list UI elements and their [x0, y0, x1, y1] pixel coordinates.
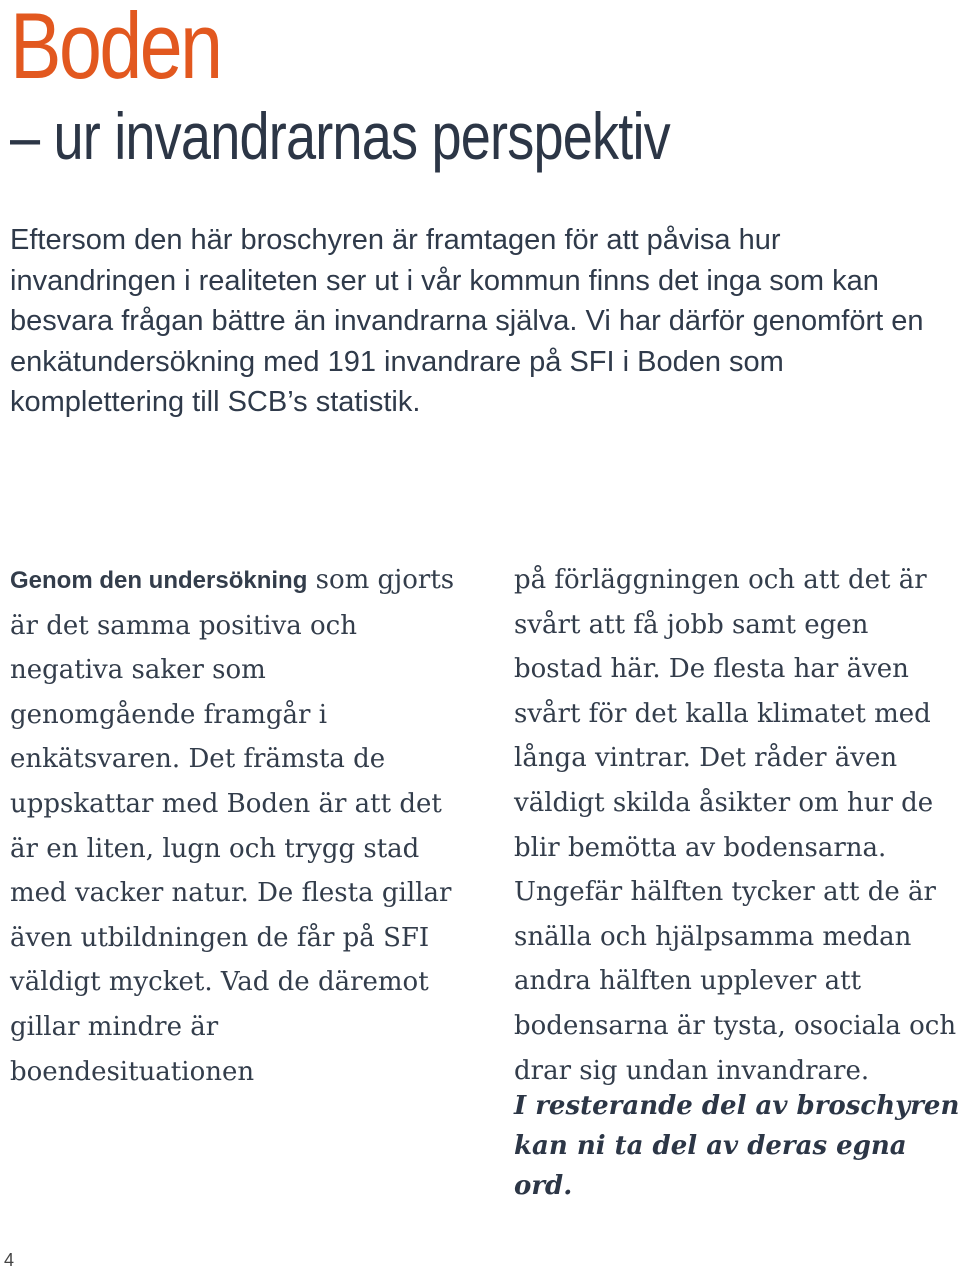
body-column-left	[10, 558, 455, 1094]
page-subtitle: – ur invandrarnas perspektiv	[10, 99, 670, 173]
intro-paragraph: Eftersom den här broschyren är framtagen för att påvisa hur invandringen i realiteten ser ut i vår kommun finns det inga som kan besvara frågan bättre än invandrarna själva. Vi har därför genomfört en enkätundersökning med 191 invandrare på SFI i Boden som komplettering till SCB’s statistik.	[10, 224, 924, 419]
left-column-text: som gjorts är det samma positiva och negativa saker som genomgående framgår i enkätsvaren. Det främsta de uppskattar med Boden är att det är en liten, lugn och trygg stad med vacker natur. De flesta gillar även utbildningen de får på SFI väldigt mycket. Vad de däremot gillar mindre är boendesituationen	[10, 565, 455, 1087]
page-title: Boden	[10, 0, 221, 98]
body-column-right: på förläggningen och att det är svårt att få jobb samt egen bostad här. De flesta har även svårt för det kalla klimatet med långa vintrar. Det råder även väldigt skilda åsikter om hur de blir bemötta av bodensarna. Ungefär hälften tycker att de är snälla och hjälpsamma medan andra hälften upplever att bodensarna är tysta, osociala och drar sig undan invandrare.	[514, 565, 957, 1086]
page-number: 4	[4, 1250, 15, 1270]
closing-statement: I resterande del av broschyren kan ni ta del av deras egna ord.	[514, 1091, 960, 1201]
lead-in-text: Genom den undersökning	[10, 567, 308, 594]
